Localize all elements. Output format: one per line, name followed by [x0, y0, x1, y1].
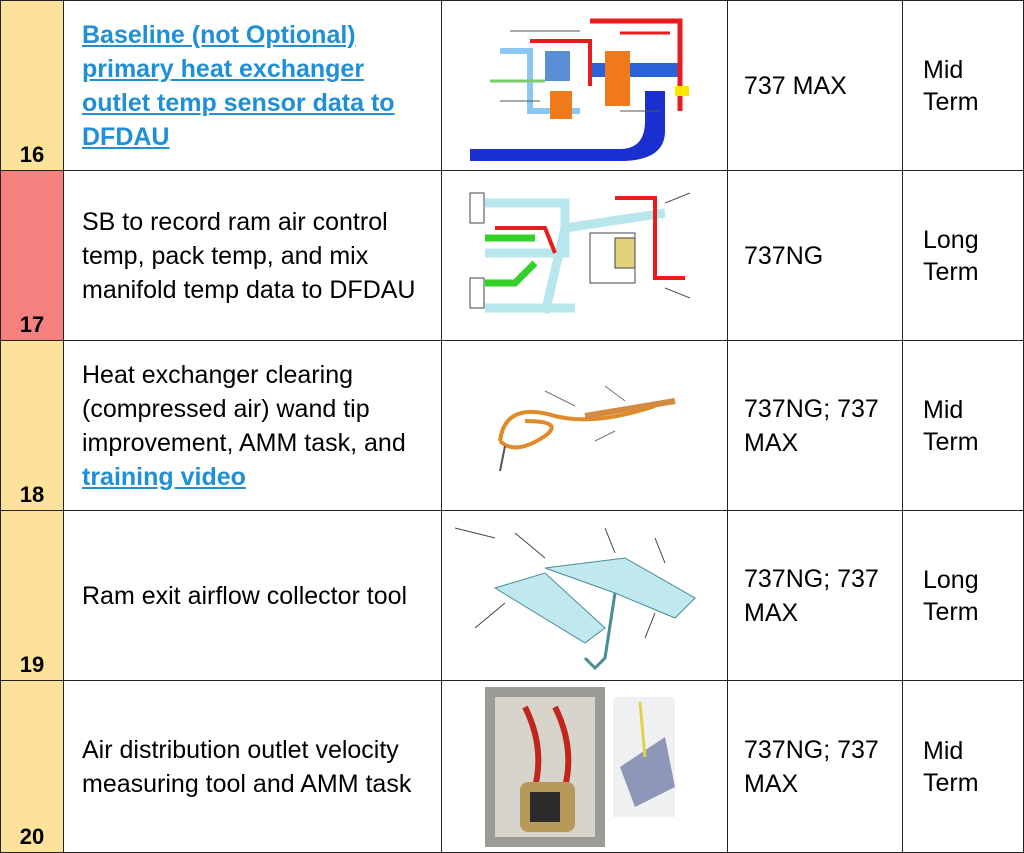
description-text: Air distribution outlet velocity measuring tool and AMM task: [82, 735, 412, 798]
wand-tool-image: [442, 341, 728, 511]
row-number: 17: [1, 171, 64, 341]
baseline-sensor-link[interactable]: Baseline (not Optional) primary heat exchanger outlet temp sensor data to DFDAU: [82, 20, 395, 151]
table-row: [1, 1, 1024, 171]
row-term: Mid Term: [903, 341, 1024, 511]
row-description: [64, 341, 442, 511]
row-term: Mid Term: [903, 681, 1024, 853]
row-number: 20: [1, 681, 64, 853]
row-description: [64, 511, 442, 681]
row-platform: 737NG; 737 MAX: [728, 681, 903, 853]
schematic-diagram-image: [442, 171, 728, 341]
duct-assembly-image: [442, 511, 728, 681]
row-number: 19: [1, 511, 64, 681]
table-row: [1, 681, 1024, 853]
schematic-diagram-image: [442, 1, 728, 171]
row-term: Long Term: [903, 171, 1024, 341]
row-platform: 737NG; 737 MAX: [728, 511, 903, 681]
row-number: 16: [1, 1, 64, 171]
row-term: Mid Term: [903, 1, 1024, 171]
row-description: [64, 171, 442, 341]
row-description: [64, 681, 442, 853]
row-platform: 737NG: [728, 171, 903, 341]
table-row: [1, 341, 1024, 511]
row-platform: 737 MAX: [728, 1, 903, 171]
training-video-link[interactable]: training video: [82, 462, 246, 491]
row-number: 18: [1, 341, 64, 511]
row-description: [64, 1, 442, 171]
description-text: Ram exit airflow collector tool: [82, 581, 408, 610]
table-row: [1, 171, 1024, 341]
row-term: Long Term: [903, 511, 1024, 681]
measuring-tool-photo: [442, 681, 728, 853]
description-text: Heat exchanger clearing (compressed air) wand tip improvement, AMM task, and: [82, 360, 406, 457]
table-row: [1, 511, 1024, 681]
description-text: SB to record ram air control temp, pack temp, and mix manifold temp data to DFDAU: [82, 207, 416, 304]
row-platform: 737NG; 737 MAX: [728, 341, 903, 511]
